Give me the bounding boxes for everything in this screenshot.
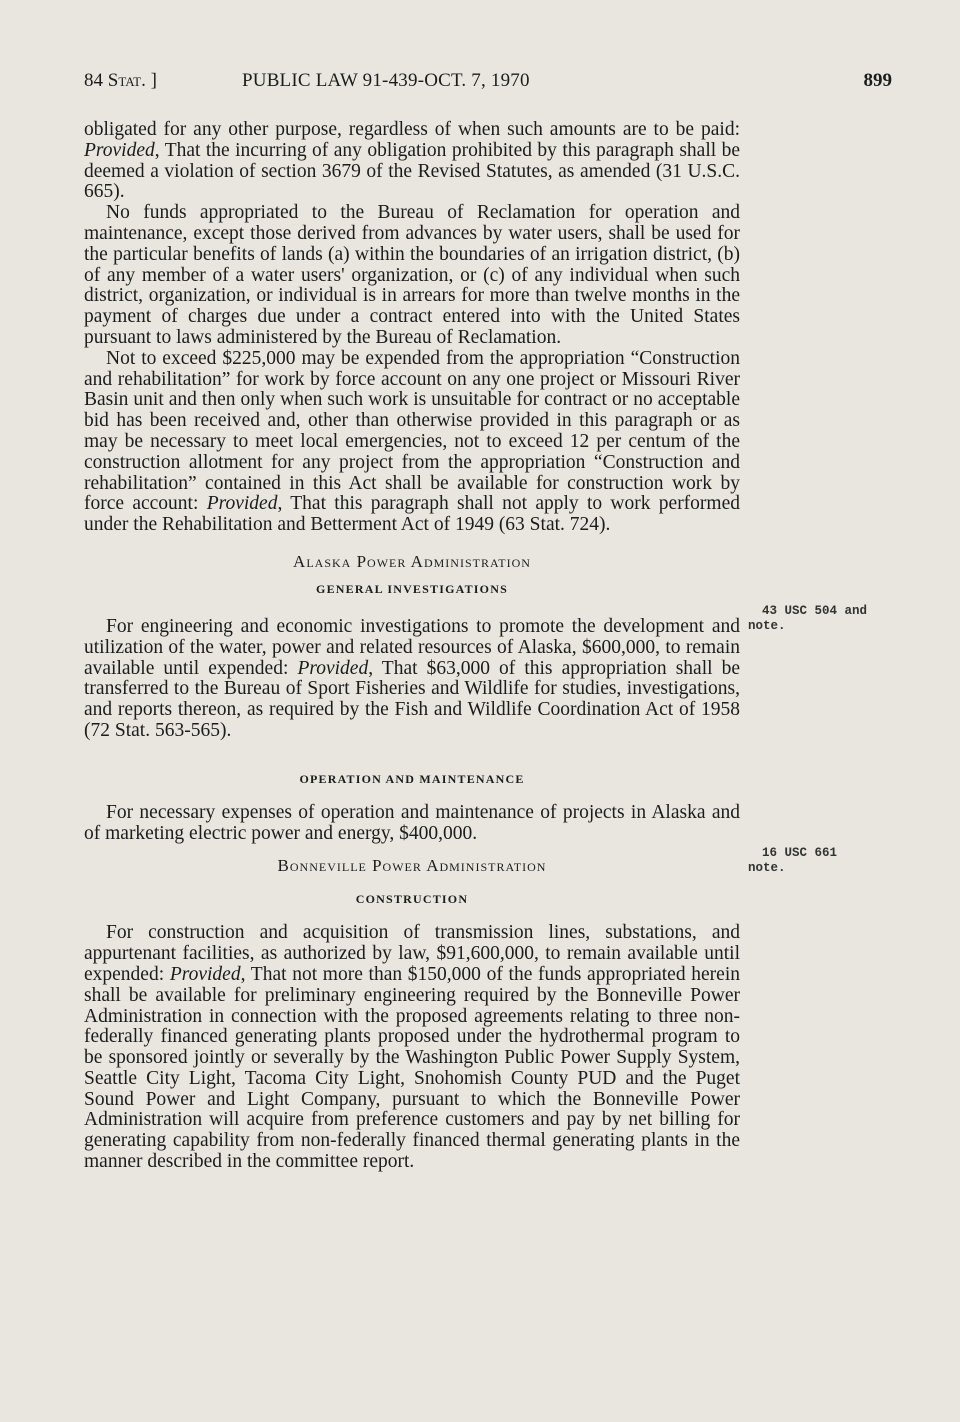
heading-general-investigations: GENERAL INVESTIGATIONS <box>316 581 508 596</box>
margin-note-16-usc: 16 USC 661 note. <box>748 846 838 875</box>
paragraph-alaska-investigations: For engineering and economic investigations to promote the development and utilization of the water, power and related resources of Alaska, $600,000, to remain available until expended: Provided, That $63,000 of this appropriation shall be transferred to the Bureau of Sport Fisheries and Wildlife for studies, investigations, and reports thereon, as required by the Fish and Wildlife Coordination Act of 1958 (72 Stat. 563-565). <box>84 615 740 741</box>
paragraph-obligations: obligated for any other purpose, regardless of when such amounts are to be paid: Provided, That the incurring of any obligation prohibited by this paragraph shall be deemed a violation of section 3679 of the Revised Statutes, as amended (31 U.S.C. 665). <box>84 119 740 203</box>
margin-note-43-usc: 43 USC 504 and note. <box>748 604 868 633</box>
law-title: PUBLIC LAW 91-439-OCT. 7, 1970 <box>242 70 530 91</box>
heading-bonneville-power: Bonneville Power Administration <box>277 856 547 876</box>
heading-operation-maintenance: OPERATION AND MAINTENANCE <box>299 771 525 786</box>
page-number: 899 <box>863 70 892 91</box>
document-body <box>84 120 740 1173</box>
paragraph-force-account: Not to exceed $225,000 may be expended from the appropriation “Construction and rehabilitation” for work by force account on any one project or Missouri River Basin unit and then only when such work is unsuitable for contract or no acceptable bid has been received and, other than otherwise provided in this paragraph or as may be necessary to meet local emergencies, not to exceed 12 per centum of the construction allotment for any project from the appropriation “Construction and rehabilitation” contained in this Act shall be available for construction work by force account: Provided, That this paragraph shall not apply to work performed under the Rehabilitation and Betterment Act of 1949 (63 Stat. 724). <box>84 347 740 536</box>
page-header <box>84 70 892 98</box>
heading-alaska-power: Alaska Power Administration <box>293 551 531 571</box>
statute-reference: 84 Stat. ] <box>84 70 157 91</box>
paragraph-reclamation-funds: No funds appropriated to the Bureau of Reclamation for operation and maintenance, except those derived from advances by water users, shall be used for the particular benefits of lands (a) within the boundaries of an irrigation district, (b) of any member of a water users' organization, or (c) of any individual when such district, organization, or individual is in arrears for more than twelve months in the payment of charges due under a contract entered into with the United States pursuant to laws administered by the Bureau of Reclamation. <box>84 202 740 348</box>
paragraph-bonneville-construction: For construction and acquisition of transmission lines, substations, and appurtenant facilities, as authorized by law, $91,600,000, to remain available until expended: Provided, That not more than $150,000 of the funds appropriated herein shall be available for preliminary engineering required by the Bonneville Power Administration in connection with the proposed agreements relating to three non-federally financed generating plants proposed under the hydrothermal program to be sponsored jointly or severally by the Washington Public Power Supply System, Seattle City Light, Tacoma City Light, Snohomish County PUD and the Puget Sound Power and Light Company, pursuant to which the Bonneville Power Administration will acquire from preference customers and pay by net billing for generating capability from non-federally financed thermal generating plants in the manner described in the committee report. <box>84 922 740 1173</box>
paragraph-alaska-operation: For necessary expenses of operation and maintenance of projects in Alaska and of marketing electric power and energy, $400,000. <box>84 801 740 844</box>
heading-construction: CONSTRUCTION <box>355 892 469 907</box>
